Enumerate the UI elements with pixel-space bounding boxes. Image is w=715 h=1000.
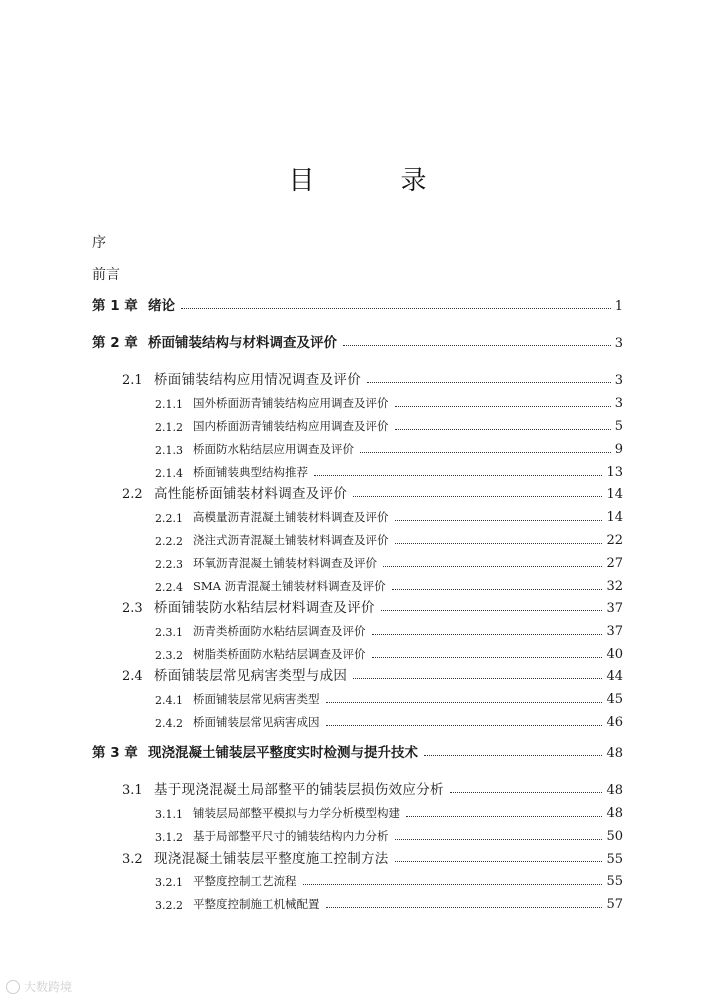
toc-entry-sub[interactable] [0, 642, 715, 662]
toc-entry-page: 27 [606, 556, 623, 571]
toc-entry-number: 3.2.2 [155, 899, 183, 912]
toc-entry-title: 基于现浇混凝土局部整平的铺装层损伤效应分析 [154, 782, 444, 798]
toc-entry-page: 55 [606, 852, 623, 867]
toc-entry-chapter[interactable] [0, 741, 715, 761]
toc-entry-number: 3.1.1 [155, 808, 183, 821]
toc-entry-page: 48 [606, 806, 623, 821]
toc-entry-sub[interactable] [0, 892, 715, 912]
toc-entry-title: 国外桥面沥青铺装结构应用调查及评价 [193, 396, 389, 410]
toc-entry-page: 13 [606, 465, 623, 480]
toc-entry-page: 1 [614, 299, 623, 314]
toc-entry-number: 3.1 [122, 783, 143, 798]
toc-entry-page: 14 [606, 487, 623, 502]
toc-entry-number: 3.1.2 [155, 831, 183, 844]
toc-entry-title: 桥面铺装层常见病害类型 [193, 692, 320, 706]
toc-entry-page: 3 [614, 336, 623, 351]
dot-leader [326, 907, 603, 908]
toc-entry-chapter[interactable] [0, 331, 715, 351]
toc-entry-page: 37 [606, 624, 623, 639]
toc-entry-page: 9 [614, 442, 623, 457]
toc-entry-title: 桥面铺装防水粘结层材料调查及评价 [154, 600, 375, 616]
dot-leader [450, 792, 603, 793]
toc-entry-page: 37 [606, 601, 623, 616]
weibo-like-logo-icon [6, 980, 20, 994]
dot-leader [372, 634, 603, 635]
toc-entry-sub[interactable] [0, 687, 715, 707]
toc-entry-title: 桥面铺装结构应用情况调查及评价 [154, 372, 361, 388]
toc-entry-number: 2.4.2 [155, 717, 183, 730]
toc-entry-number: 2.2.3 [155, 558, 183, 571]
toc-entry-title: 沥青类桥面防水粘结层调查及评价 [193, 624, 366, 638]
dot-leader [360, 452, 611, 453]
toc-entry-sub[interactable] [0, 824, 715, 844]
dot-leader [383, 566, 602, 567]
toc-entry-sub[interactable] [0, 869, 715, 889]
toc-entry-title: 桥面防水粘结层应用调查及评价 [193, 442, 354, 456]
toc-entry-number: 2.2.4 [155, 581, 183, 594]
toc-entry-sub[interactable] [0, 551, 715, 571]
toc-entry-sub[interactable] [0, 528, 715, 548]
toc-entry-number: 2.4 [122, 669, 143, 684]
toc-entry-section[interactable] [0, 368, 715, 388]
toc-entry-number: 2.1.2 [155, 421, 183, 434]
toc-entry-page: 55 [606, 874, 623, 889]
toc-entry-sub[interactable] [0, 460, 715, 480]
toc-entry-number: 2.1.3 [155, 444, 183, 457]
dot-leader [326, 725, 603, 726]
toc-entry-section[interactable] [0, 847, 715, 867]
toc-entry-page: 14 [606, 510, 623, 525]
toc-entry-number: 2.2.2 [155, 535, 183, 548]
toc-entry-title: 绪论 [148, 298, 175, 314]
toc-entry-sub[interactable] [0, 619, 715, 639]
toc-entry-number: 第 1 章 [92, 298, 138, 314]
toc-entry-section[interactable] [0, 596, 715, 616]
toc-entry-title: 环氧沥青混凝土铺装材料调查及评价 [193, 556, 377, 570]
dot-leader [395, 543, 603, 544]
toc-entry-title: 现浇混凝土铺装层平整度实时检测与提升技术 [148, 745, 418, 761]
dot-leader [367, 382, 611, 383]
dot-leader [381, 610, 603, 611]
dot-leader [395, 429, 611, 430]
toc-entry-page: 57 [606, 897, 623, 912]
toc-entry-title: 高模量沥青混凝土铺装材料调查及评价 [193, 510, 389, 524]
toc-entry-sub[interactable] [0, 391, 715, 411]
toc-entry-page: 3 [614, 373, 623, 388]
dot-leader [181, 308, 611, 309]
toc-entry-sub[interactable] [0, 505, 715, 525]
toc-entry-page: 48 [606, 746, 623, 761]
toc-entry-title: SMA 沥青混凝土铺装材料调查及评价 [193, 579, 386, 593]
toc-entry-title: 桥面铺装层常见病害成因 [193, 715, 320, 729]
dot-leader [326, 702, 603, 703]
toc-entry-page: 50 [606, 829, 623, 844]
toc-entry-number: 第 3 章 [92, 745, 138, 761]
dot-leader [372, 657, 603, 658]
toc-entry-title: 基于局部整平尺寸的铺装结构内力分析 [193, 829, 389, 843]
watermark [6, 978, 72, 995]
toc-entry-page: 5 [614, 419, 623, 434]
toc-entry-sub[interactable] [0, 801, 715, 821]
dot-leader [395, 839, 603, 840]
toc-entry-chapter[interactable] [0, 294, 715, 314]
toc-entry-title: 浇注式沥青混凝土铺装材料调查及评价 [193, 533, 389, 547]
toc-entry-section[interactable] [0, 778, 715, 798]
dot-leader [343, 345, 611, 346]
toc-entry-title: 高性能桥面铺装材料调查及评价 [154, 486, 348, 502]
watermark-text: 大数跨境 [24, 980, 73, 994]
toc-entry-number: 2.1.4 [155, 467, 183, 480]
toc-entry-number: 2.2 [122, 487, 143, 502]
toc-entry-title: 现浇混凝土铺装层平整度施工控制方法 [154, 851, 389, 867]
dot-leader [353, 496, 602, 497]
toc-entry-page: 46 [606, 715, 623, 730]
toc-entry-title: 国内桥面沥青铺装结构应用调查及评价 [193, 419, 389, 433]
toc-entry-title: 平整度控制工艺流程 [193, 874, 297, 888]
toc-entry-sub[interactable] [0, 574, 715, 594]
toc-entry-page: 40 [606, 647, 623, 662]
dot-leader [424, 755, 602, 756]
toc-entry-number: 3.2.1 [155, 876, 183, 889]
toc-entry-section[interactable] [0, 664, 715, 684]
toc-entry-page: 45 [606, 692, 623, 707]
toc-entry-section[interactable] [0, 482, 715, 502]
toc-entry-number: 2.4.1 [155, 694, 183, 707]
toc-entry-page: 44 [606, 669, 623, 684]
toc-entry-title: 平整度控制施工机械配置 [193, 897, 320, 911]
dot-leader [353, 678, 602, 679]
toc-entry-number: 2.1 [122, 373, 143, 388]
dot-leader [392, 589, 603, 590]
toc-entry-number: 第 2 章 [92, 335, 138, 351]
toc-entry-number: 3.2 [122, 852, 143, 867]
toc-entry-title: 桥面铺装结构与材料调查及评价 [148, 335, 337, 351]
toc-entry-title: 树脂类桥面防水粘结层调查及评价 [193, 647, 366, 661]
page-title: 目 录 [288, 166, 457, 196]
toc-entry-number: 2.3.1 [155, 626, 183, 639]
dot-leader [303, 884, 603, 885]
toc-entry-title: 铺装层局部整平模拟与力学分析模型构建 [193, 806, 400, 820]
toc-entry-page: 3 [614, 396, 623, 411]
toc-entry-page: 32 [606, 579, 623, 594]
dot-leader [395, 520, 603, 521]
toc-entry-sub[interactable] [0, 710, 715, 730]
toc-entry-number: 2.3 [122, 601, 143, 616]
toc-entry-page: 48 [606, 783, 623, 798]
toc-entry-title: 桥面铺装典型结构推荐 [193, 465, 308, 479]
dot-leader [395, 861, 603, 862]
toc-entry-title: 桥面铺装层常见病害类型与成因 [154, 668, 348, 684]
toc-entry-page: 22 [606, 533, 623, 548]
dot-leader [395, 406, 611, 407]
dot-leader [314, 475, 602, 476]
front-matter-preface: 序 [92, 235, 106, 251]
front-matter-foreword: 前言 [92, 267, 120, 283]
toc-entry-number: 2.1.1 [155, 398, 183, 411]
toc-entry-number: 2.2.1 [155, 512, 183, 525]
dot-leader [406, 816, 602, 817]
toc-entry-sub[interactable] [0, 414, 715, 434]
toc-entry-number: 2.3.2 [155, 649, 183, 662]
toc-entry-sub[interactable] [0, 437, 715, 457]
